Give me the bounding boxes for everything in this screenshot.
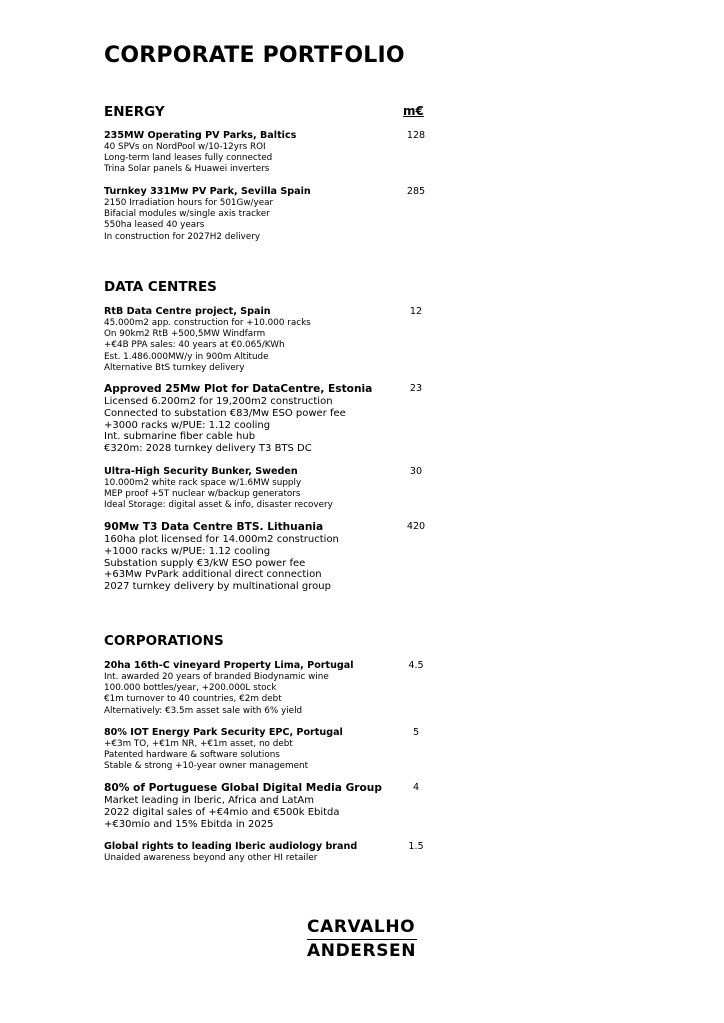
item-title: 235MW Operating PV Parks, Baltics <box>104 130 297 141</box>
item-title: 90Mw T3 Data Centre BTS. Lithuania <box>104 521 324 533</box>
item-title: Global rights to leading Iberic audiology brand <box>104 841 358 852</box>
item-line: 2150 Irradiation hours for 501Gw/year <box>104 198 274 208</box>
section-title-data-centres: DATA CENTRES <box>104 279 217 295</box>
item-line: Est. 1.486.000MW/y in 900m Altitude <box>104 351 269 362</box>
portfolio-item <box>104 383 434 455</box>
item-line: Patented hardware & software solutions <box>104 750 280 761</box>
item-line: Stable & strong +10-year owner management <box>104 761 309 772</box>
portfolio-item <box>104 660 434 717</box>
item-line: €1m turnover to 40 countries, €2m debt <box>104 694 282 705</box>
item-line: Trina Solar panels & Huawei inverters <box>104 164 270 175</box>
item-line: 10.000m2 white rack space w/1.6MW supply <box>104 478 302 488</box>
portfolio-item <box>104 841 434 864</box>
brand-logo <box>307 917 417 962</box>
portfolio-item <box>104 521 434 593</box>
item-value: 12 <box>409 306 423 317</box>
item-line: Int. awarded 20 years of branded Biodynamic wine <box>104 672 329 682</box>
brand-divider <box>307 939 417 940</box>
item-value: 128 <box>406 130 426 141</box>
item-value: 5 <box>412 727 420 738</box>
item-line: MEP proof +5T nuclear w/backup generators <box>104 489 301 500</box>
item-title: Approved 25Mw Plot for DataCentre, Estonia <box>104 383 373 395</box>
item-line: €320m: 2028 turnkey delivery T3 BTS DC <box>104 443 312 455</box>
portfolio-item <box>104 306 434 374</box>
item-line: 160ha plot licensed for 14.000m2 construction <box>104 534 339 545</box>
section-title-corporations: CORPORATIONS <box>104 633 224 649</box>
item-line: +3000 racks w/PUE: 1.12 cooling <box>104 419 271 431</box>
item-value: 4.5 <box>408 660 424 671</box>
item-line: Unaided awareness beyond any other HI retailer <box>104 853 318 863</box>
brand-line-2: ANDERSEN <box>307 941 417 961</box>
item-line: +1000 racks w/PUE: 1.12 cooling <box>104 545 271 557</box>
item-line: 2022 digital sales of +€4mio and €500k Ebitda <box>104 806 340 818</box>
item-value: 420 <box>406 521 426 532</box>
item-title: 80% IOT Energy Park Security EPC, Portugal <box>104 727 343 738</box>
item-title: RtB Data Centre project, Spain <box>104 306 271 317</box>
item-line: 45.000m2 app. construction for +10.000 racks <box>104 318 311 328</box>
item-line: +€30mio and 15% Ebitda in 2025 <box>104 818 274 830</box>
item-line: +€4B PPA sales: 40 years at €0.065/KWh <box>104 340 285 351</box>
item-line: Connected to substation €83/Mw ESO power fee <box>104 407 346 419</box>
brand-line-1: CARVALHO <box>307 917 416 937</box>
item-line: Long-term land leases fully connected <box>104 153 273 164</box>
item-line: Int. submarine fiber cable hub <box>104 431 256 443</box>
item-line: Market leading in Iberic, Africa and LatAm <box>104 795 314 806</box>
item-line: +€3m TO, +€1m NR, +€1m asset, no debt <box>104 739 293 749</box>
item-line: Ideal Storage: digital asset & info, disaster recovery <box>104 500 333 511</box>
portfolio-item <box>104 466 434 512</box>
item-value: 30 <box>409 466 423 477</box>
item-line: +63Mw PvPark additional direct connection <box>104 569 322 581</box>
item-line: Licensed 6.200m2 for 19,200m2 construction <box>104 396 333 407</box>
item-value: 23 <box>409 383 423 394</box>
item-line: 2027 turnkey delivery by multinational group <box>104 581 331 593</box>
item-title: Turnkey 331Mw PV Park, Sevilla Spain <box>104 186 311 197</box>
item-line: 40 SPVs on NordPool w/10-12yrs ROI <box>104 142 266 152</box>
item-line: On 90km2 RtB +500,5MW Windfarm <box>104 329 266 340</box>
item-line: Alternatively: €3.5m asset sale with 6% yield <box>104 705 303 716</box>
page-title: CORPORATE PORTFOLIO <box>104 43 405 68</box>
item-line: In construction for 2027H2 delivery <box>104 231 261 242</box>
item-line: Substation supply €3/kW ESO power fee <box>104 557 306 569</box>
unit-header: m€ <box>403 104 424 118</box>
portfolio-item <box>104 727 434 773</box>
item-line: Bifacial modules w/single axis tracker <box>104 209 270 220</box>
item-value: 1.5 <box>408 841 424 852</box>
item-line: 100.000 bottles/year, +200.000L stock <box>104 683 277 694</box>
item-line: Alternative BtS turnkey delivery <box>104 362 245 373</box>
section-title-energy: ENERGY <box>104 104 165 120</box>
item-line: 550ha leased 40 years <box>104 220 205 231</box>
item-value: 285 <box>406 186 426 197</box>
item-title: 20ha 16th-C vineyard Property Lima, Portugal <box>104 660 354 671</box>
item-value: 4 <box>412 782 420 793</box>
portfolio-item <box>104 186 434 243</box>
portfolio-item <box>104 130 434 176</box>
portfolio-item <box>104 782 434 830</box>
item-title: Ultra-High Security Bunker, Sweden <box>104 466 298 477</box>
item-title: 80% of Portuguese Global Digital Media Group <box>104 782 382 794</box>
